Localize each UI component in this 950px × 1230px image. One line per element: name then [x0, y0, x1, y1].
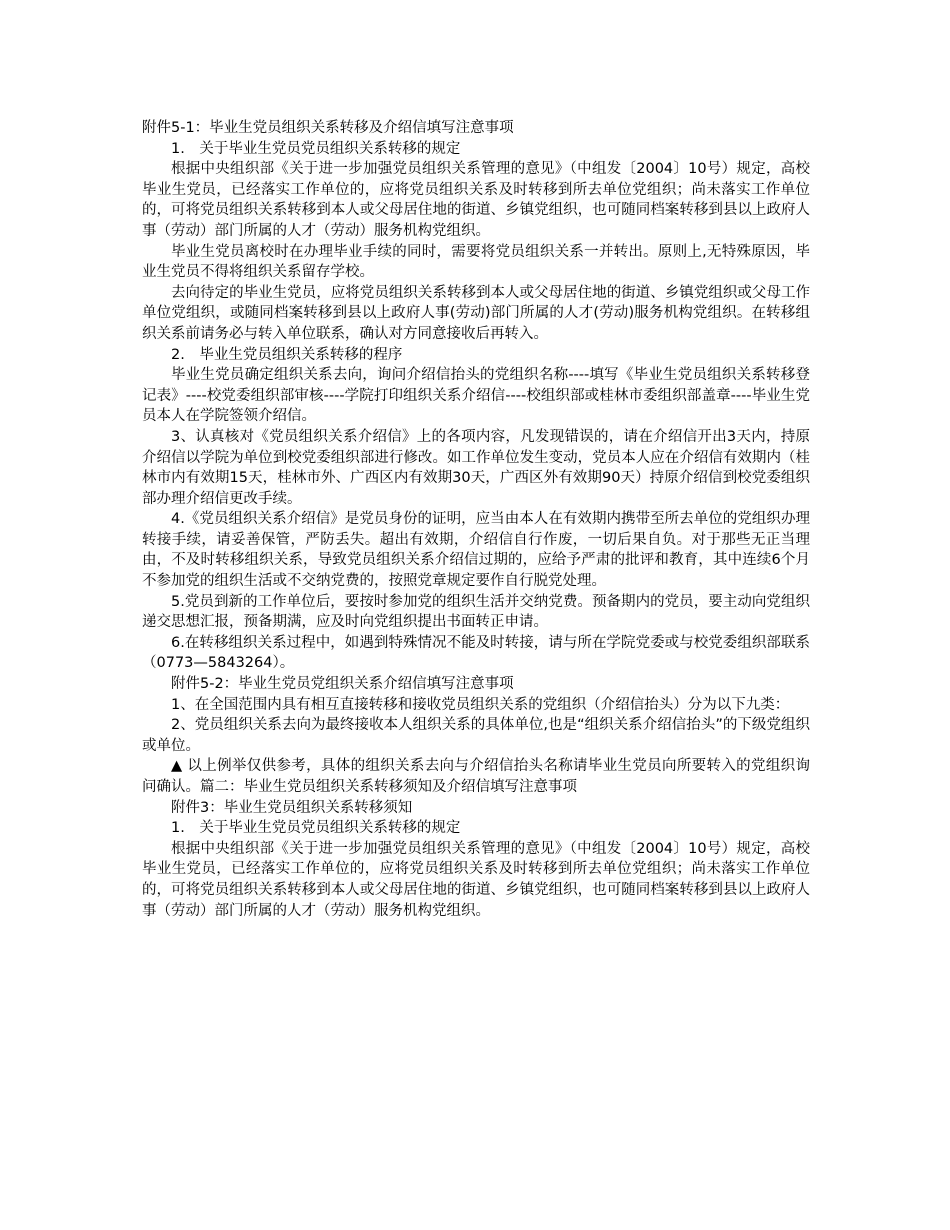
attachment-5-1-title: 附件5-1：毕业生党员组织关系转移及介绍信填写注意事项 [142, 120, 514, 136]
section-2-heading: 2. 毕业生党员组织关系转移的程序 [171, 346, 403, 363]
paragraph: 毕业生党员确定组织关系去向，询问介绍信抬头的党组织名称----填写《毕业生党员组织关系转移登记表》----校党委组织部审核----学院打印组织关系介绍信----校组织部或桂林市委组织部盖章----毕业生党员本人在学院签领介绍信。 [142, 367, 810, 425]
section-1-heading: 1. 关于毕业生党员党员组织关系转移的规定 [171, 140, 461, 157]
paragraph: 5.党员到新的工作单位后，要按时参加党的组织生活并交纳党费。预备期内的党员，要主动向党组织递交思想汇报，预备期满，应及时向党组织提出书面转正申请。 [142, 593, 810, 631]
paragraph: 3、认真核对《党员组织关系介绍信》上的各项内容，凡发现错误的，请在介绍信开出3天内，持原介绍信以学院为单位到校党委组织部进行修改。如工作单位发生变动，党员本人应在介绍信有效期内（桂林市内有效期15天，桂林市外、广西区内有效期30天，广西区外有效期90天）持原介绍信到校党委组织部办理介绍信更改手续。 [142, 428, 810, 507]
attachment-5-2-title: 附件5-2：毕业生党员党组织关系介绍信填写注意事项 [171, 676, 514, 693]
paragraph: 2、党员组织关系去向为最终接收本人组织关系的具体单位,也是“组织关系介绍信抬头”的下级党组织或单位。 [142, 717, 810, 754]
paragraph: 6.在转移组织关系过程中，如遇到特殊情况不能及时转接，请与所在学院党委或与校党委组织部联系（0773—5843264）。 [142, 634, 810, 672]
document-body [142, 118, 810, 921]
paragraph: 1、在全国范围内具有相互直接转移和接收党员组织关系的党组织（介绍信抬头）分为以下九类： [171, 696, 790, 713]
paragraph: 毕业生党员离校时在办理毕业手续的同时，需要将党员组织关系一并转出。原则上,无特殊原因，毕业生党员不得将组织关系留存学校。 [142, 243, 810, 281]
paragraph: 4.《党员组织关系介绍信》是党员身份的证明，应当由本人在有效期内携带至所去单位的党组织办理转接手续，请妥善保管，严防丢失。超出有效期，介绍信自行作废，一切后果自负。对于那些无正当理由，不及时转移组织关系，导致党员组织关系介绍信过期的，应给予严肃的批评和教育，其中连续6个月不参加党的组织生活或不交纳党费的，按照党章规定要作自行脱党处理。 [142, 511, 810, 590]
section-1-heading: 1. 关于毕业生党员党员组织关系转移的规定 [171, 820, 461, 837]
attachment-3-title: 附件3：毕业生党员组织关系转移须知 [171, 799, 413, 816]
paragraph: 去向待定的毕业生党员，应将党员组织关系转移到本人或父母居住地的街道、乡镇党组织或父母工作单位党组织，或随同档案转移到县以上政府人事(劳动)部门所属的人才(劳动)服务机构党组织。在转移组织关系前请务必与转入单位联系，确认对方同意接收后再转入。 [142, 284, 810, 342]
paragraph: 根据中央组织部《关于进一步加强党员组织关系管理的意见》（中组发〔2004〕10号）规定，高校毕业生党员，已经落实工作单位的，应将党员组织关系及时转移到所去单位党组织；尚未落实工作单位的，可将党员组织关系转移到本人或父母居住地的街道、乡镇党组织，也可随同档案转移到县以上政府人事（劳动）部门所属的人才（劳动）服务机构党组织。 [142, 161, 810, 239]
paragraph: ▲ 以上例举仅供参考，具体的组织关系去向与介绍信抬头名称请毕业生党员向所要转入的党组织询问确认。篇二：毕业生党员组织关系转移须知及介绍信填写注意事项 [142, 758, 810, 795]
paragraph: 根据中央组织部《关于进一步加强党员组织关系管理的意见》（中组发〔2004〕10号）规定，高校毕业生党员，已经落实工作单位的，应将党员组织关系及时转移到所去单位党组织；尚未落实工作单位的，可将党员组织关系转移到本人或父母居住地的街道、乡镇党组织，也可随同档案转移到县以上政府人事（劳动）部门所属的人才（劳动）服务机构党组织。 [142, 840, 810, 919]
